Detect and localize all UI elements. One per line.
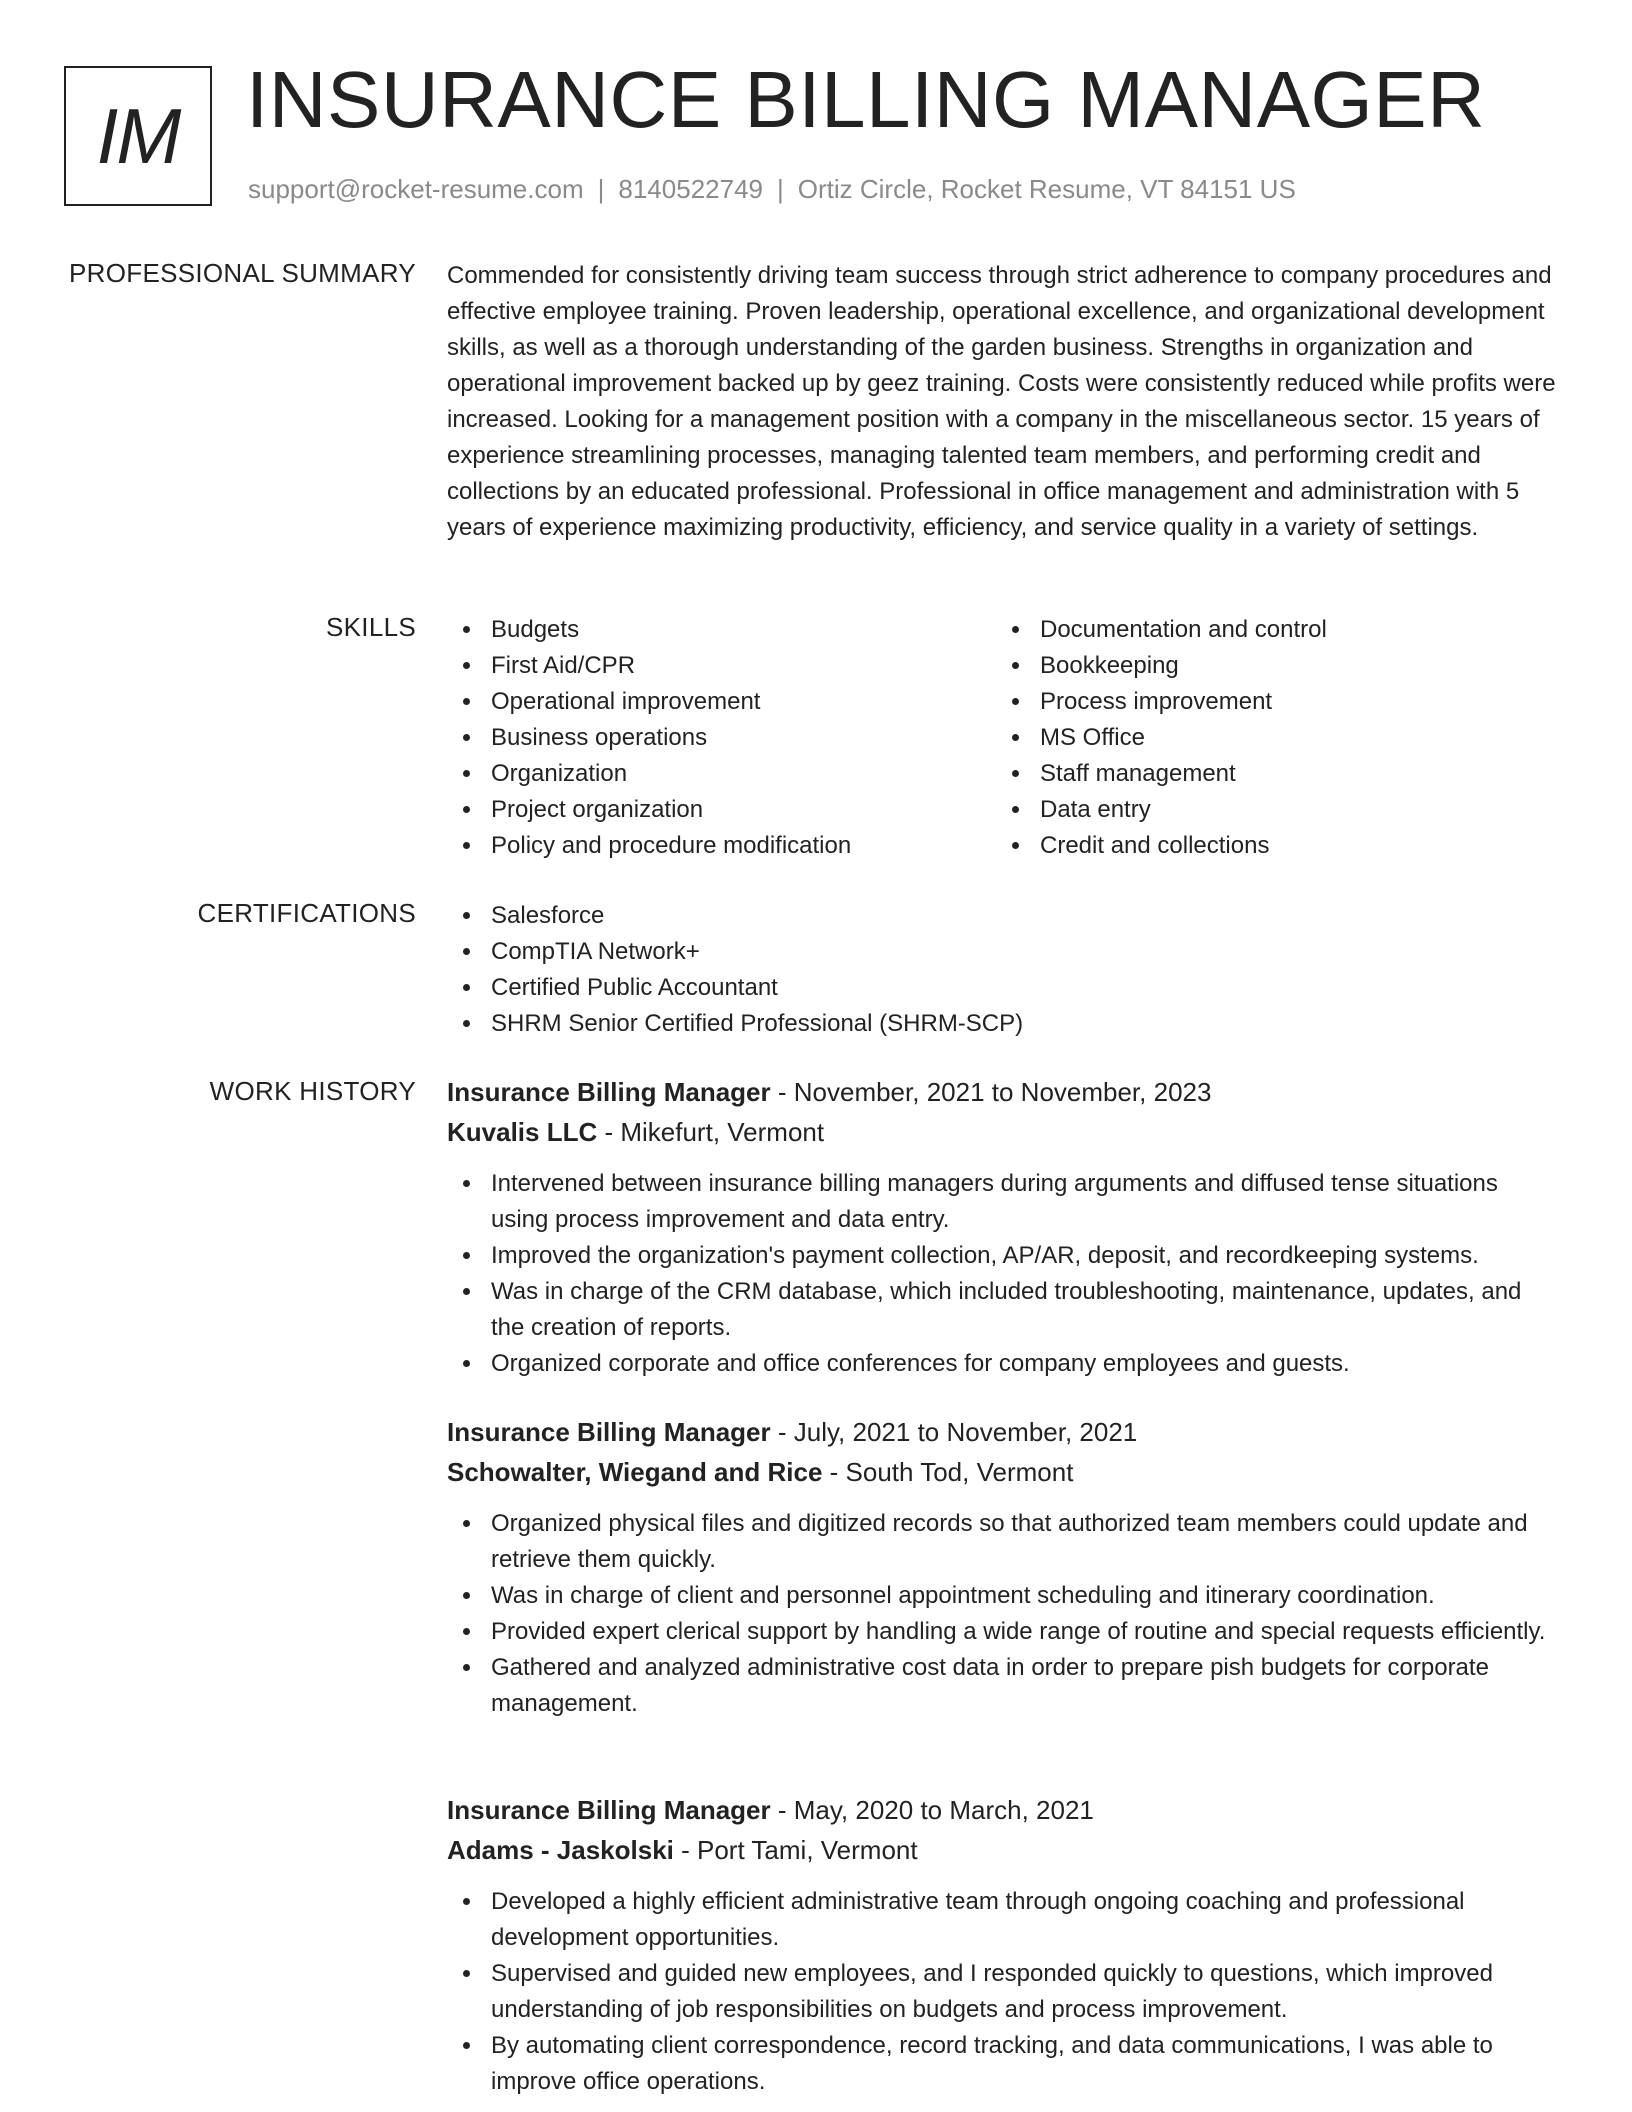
skills-column-2 [996,612,1516,864]
job-dates: - July, 2021 to November, 2021 [770,1417,1138,1447]
job-title-line [447,1072,1559,1112]
job-location: - Mikefurt, Vermont [597,1117,825,1147]
job-company: Schowalter, Wiegand and Rice [447,1457,823,1487]
skill-item: Project organization [447,792,967,828]
skill-item: Operational improvement [447,684,967,720]
job-bullets [447,1506,1559,1722]
certification-item: CompTIA Network+ [447,934,1559,970]
job-bullet: Developed a highly efficient administrative team through ongoing coaching and professional development opportunities. [447,1884,1559,1956]
job-bullet: Intervened between insurance billing managers during arguments and diffused tense situations using process improvement and data entry. [447,1166,1559,1238]
page-title: INSURANCE BILLING MANAGER [246,55,1486,144]
job-company-line [447,1112,1559,1152]
job-bullets [447,1166,1559,1382]
skill-item: Organization [447,756,967,792]
section-label-work-history: WORK HISTORY [209,1076,416,1106]
job-bullet: Organized corporate and office conferences for company employees and guests. [447,1346,1559,1382]
job-bullet: Provided expert clerical support by handling a wide range of routine and special requests efficiently. [447,1614,1559,1650]
job-title: Insurance Billing Manager [447,1077,771,1107]
certifications-body [447,898,1559,1042]
job-entry [447,1412,1559,1722]
job-company-line [447,1830,1559,1870]
contact-email[interactable]: support@rocket-resume.com [248,174,584,204]
job-title-line [447,1412,1559,1452]
contact-phone[interactable]: 8140522749 [618,174,763,204]
job-bullet: Organized physical files and digitized records so that authorized team members could update and retrieve them quickly. [447,1506,1559,1578]
job-entry [447,1072,1559,1382]
skills-column-1 [447,612,967,864]
skill-item: Process improvement [996,684,1516,720]
job-dates: - May, 2020 to March, 2021 [770,1795,1094,1825]
job-bullet: Supervised and guided new employees, and I responded quickly to questions, which improved understanding of job responsibilities on budgets and process improvement. [447,1956,1559,2028]
skill-item: MS Office [996,720,1516,756]
job-location: - Port Tami, Vermont [673,1835,918,1865]
contact-line [248,174,1296,205]
skill-item: Business operations [447,720,967,756]
job-title: Insurance Billing Manager [447,1417,771,1447]
job-bullet: Was in charge of the CRM database, which included troubleshooting, maintenance, updates, and the creation of reports. [447,1274,1559,1346]
certification-item: SHRM Senior Certified Professional (SHRM-SCP) [447,1006,1559,1042]
job-company-line [447,1452,1559,1492]
summary-text: Commended for consistently driving team success through strict adherence to company procedures and effective employee training. Proven leadership, operational excellence, and organizational development skills, as well as a thorough understanding of the garden business. Strengths in organization and operational improvement backed up by geez training. Costs were consistently reduced while profits were increased. Looking for a management position with a company in the miscellaneous sector. 15 years of experience streamlining processes, managing talented team members, and performing credit and collections by an educated professional. Professional in office management and administration with 5 years of experience maximizing productivity, efficiency, and service quality in a variety of settings. [447,262,1556,541]
section-label-skills: SKILLS [326,612,416,642]
monogram-logo: IM [64,66,212,206]
certifications-list [447,898,1559,1042]
skills-body [447,612,1559,872]
job-title-line [447,1790,1559,1830]
certification-item: Certified Public Accountant [447,970,1559,1006]
job-location: - South Tod, Vermont [822,1457,1074,1487]
skill-item: First Aid/CPR [447,648,967,684]
job-title: Insurance Billing Manager [447,1795,771,1825]
job-company: Adams - Jaskolski [447,1835,674,1865]
job-company: Kuvalis LLC [447,1117,598,1147]
job-bullet: Was in charge of client and personnel appointment scheduling and itinerary coordination. [447,1578,1559,1614]
skill-item: Policy and procedure modification [447,828,967,864]
skill-item: Staff management [996,756,1516,792]
contact-address: Ortiz Circle, Rocket Resume, VT 84151 US [797,174,1296,204]
section-label-summary: PROFESSIONAL SUMMARY [69,258,416,288]
contact-separator: | [777,174,784,204]
work-history-body [447,1072,1559,2102]
section-label-certifications: CERTIFICATIONS [197,898,416,928]
job-bullet: By automating client correspondence, record tracking, and data communications, I was able to improve office operations. [447,2028,1559,2100]
job-dates: - November, 2021 to November, 2023 [770,1077,1212,1107]
certification-item: Salesforce [447,898,1559,934]
skill-item: Data entry [996,792,1516,828]
job-entry [447,1790,1559,2100]
job-bullet: Gathered and analyzed administrative cost data in order to prepare pish budgets for corporate management. [447,1650,1559,1722]
skill-item: Documentation and control [996,612,1516,648]
job-bullet: Improved the organization's payment collection, AP/AR, deposit, and recordkeeping systems. [447,1238,1559,1274]
job-bullets [447,1884,1559,2100]
contact-separator: | [597,174,605,204]
skill-item: Bookkeeping [996,648,1516,684]
skill-item: Credit and collections [996,828,1516,864]
skill-item: Budgets [447,612,967,648]
